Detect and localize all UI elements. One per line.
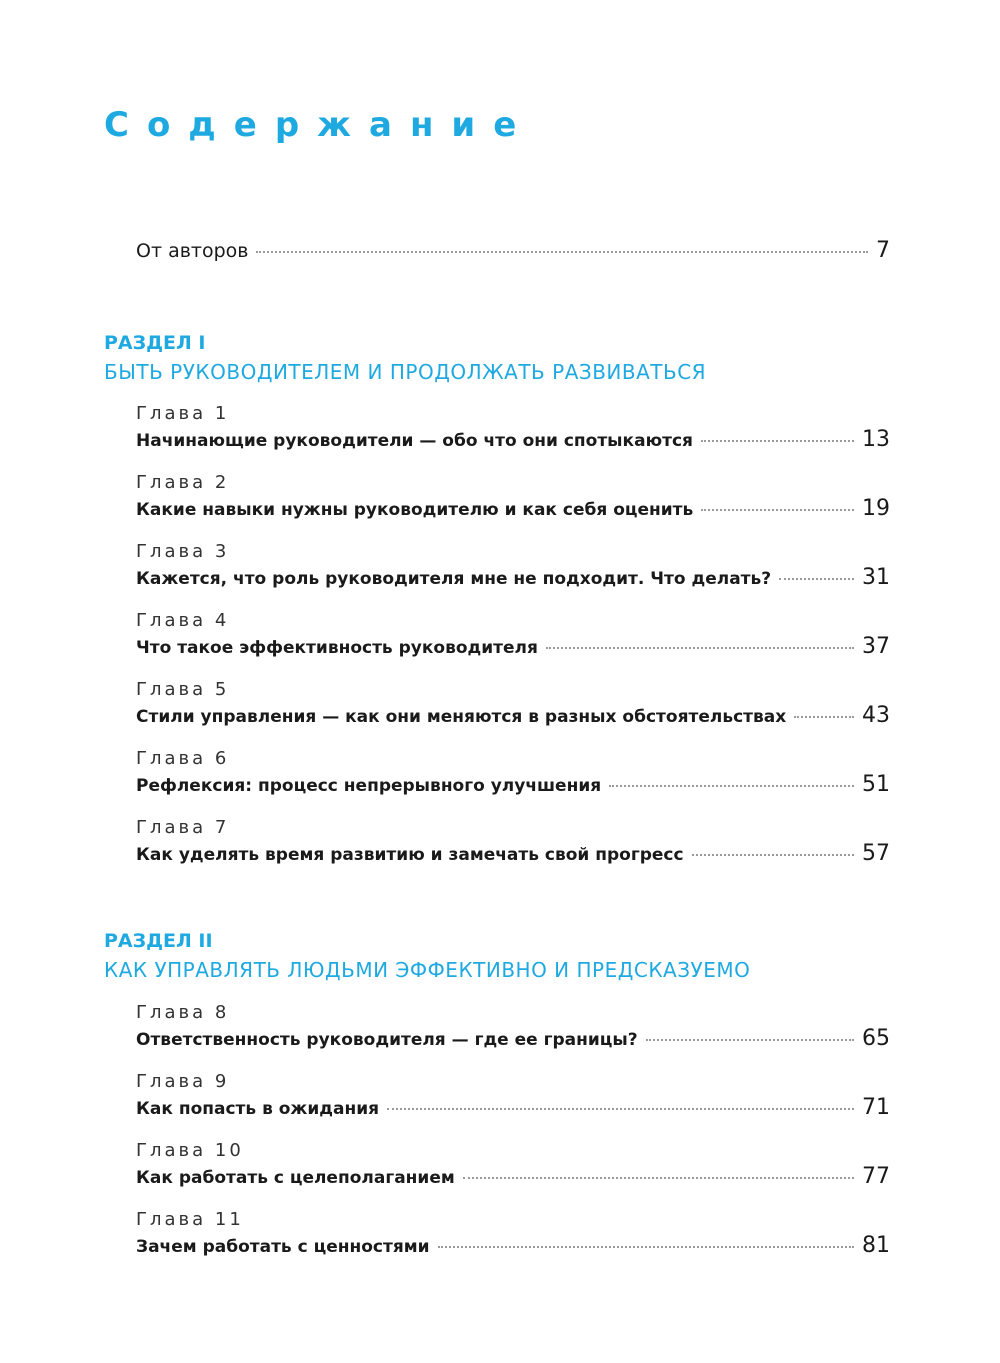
toc-entry-title: Стили управления — как они меняются в разных обстоятельствах — [136, 707, 787, 727]
section-title: КАК УПРАВЛЯТЬ ЛЮДЬМИ ЭФФЕКТИВНО И ПРЕДСКАЗУЕМО — [104, 958, 751, 982]
dot-leader — [256, 251, 868, 253]
toc-page-number: 19 — [862, 496, 890, 521]
section-title: БЫТЬ РУКОВОДИТЕЛЕМ И ПРОДОЛЖАТЬ РАЗВИВАТЬСЯ — [104, 360, 707, 384]
toc-entry[interactable] — [136, 634, 890, 659]
chapter-label: Глава 3 — [136, 541, 230, 562]
toc-entry-title: Как работать с целеполаганием — [136, 1168, 455, 1188]
dot-leader — [692, 854, 854, 856]
toc-entry-title: Что такое эффективность руководителя — [136, 638, 538, 658]
dot-leader — [609, 785, 854, 787]
chapter-label: Глава 7 — [136, 817, 230, 838]
dot-leader — [794, 716, 854, 718]
chapter-label: Глава 8 — [136, 1002, 230, 1023]
dot-leader — [701, 509, 854, 511]
toc-page-number: 71 — [862, 1095, 890, 1120]
chapter-label: Глава 5 — [136, 679, 230, 700]
toc-page-number: 37 — [862, 634, 890, 659]
toc-page-number: 13 — [862, 427, 890, 452]
toc-entry[interactable] — [136, 703, 890, 728]
dot-leader — [646, 1039, 854, 1041]
toc-entry[interactable] — [136, 427, 890, 452]
toc-page-number: 51 — [862, 772, 890, 797]
toc-page-number: 31 — [862, 565, 890, 590]
toc-entry-title: Начинающие руководители — обо что они спотыкаются — [136, 431, 693, 451]
toc-entry-title: Как уделять время развитию и замечать свой прогресс — [136, 845, 684, 865]
toc-entry[interactable] — [136, 841, 890, 866]
toc-page-number: 77 — [862, 1164, 890, 1189]
toc-entry[interactable] — [136, 772, 890, 797]
chapter-label: Глава 11 — [136, 1209, 244, 1230]
section-label: РАЗДЕЛ II — [104, 930, 213, 952]
chapter-label: Глава 9 — [136, 1071, 230, 1092]
page-title: Содержание — [104, 105, 535, 145]
toc-page-number: 65 — [862, 1026, 890, 1051]
dot-leader — [438, 1246, 854, 1248]
toc-entry[interactable] — [136, 496, 890, 521]
toc-entry-title: Ответственность руководителя — где ее границы? — [136, 1030, 638, 1050]
dot-leader — [387, 1108, 854, 1110]
toc-page-number: 57 — [862, 841, 890, 866]
toc-page-number: 43 — [862, 703, 890, 728]
toc-entry[interactable] — [136, 1026, 890, 1051]
toc-page-number: 81 — [862, 1233, 890, 1258]
toc-entry-title: От авторов — [136, 240, 249, 262]
chapter-label: Глава 6 — [136, 748, 230, 769]
chapter-label: Глава 2 — [136, 472, 230, 493]
toc-entry-title: Зачем работать с ценностями — [136, 1237, 430, 1257]
toc-entry-title: Как попасть в ожидания — [136, 1099, 380, 1119]
toc-entry[interactable] — [136, 1164, 890, 1189]
toc-entry-title: Кажется, что роль руководителя мне не подходит. Что делать? — [136, 569, 772, 589]
dot-leader — [546, 647, 854, 649]
toc-entry[interactable] — [136, 565, 890, 590]
toc-entry-title: Рефлексия: процесс непрерывного улучшения — [136, 776, 602, 796]
dot-leader — [779, 578, 854, 580]
toc-entry[interactable] — [136, 1095, 890, 1120]
dot-leader — [701, 440, 854, 442]
chapter-label: Глава 1 — [136, 403, 230, 424]
toc-page-number: 7 — [876, 238, 890, 263]
chapter-label: Глава 4 — [136, 610, 230, 631]
section-label: РАЗДЕЛ I — [104, 332, 206, 354]
toc-entry-intro[interactable] — [136, 238, 890, 263]
chapter-label: Глава 10 — [136, 1140, 244, 1161]
toc-entry[interactable] — [136, 1233, 890, 1258]
toc-entry-title: Какие навыки нужны руководителю и как себя оценить — [136, 500, 694, 520]
dot-leader — [463, 1177, 854, 1179]
